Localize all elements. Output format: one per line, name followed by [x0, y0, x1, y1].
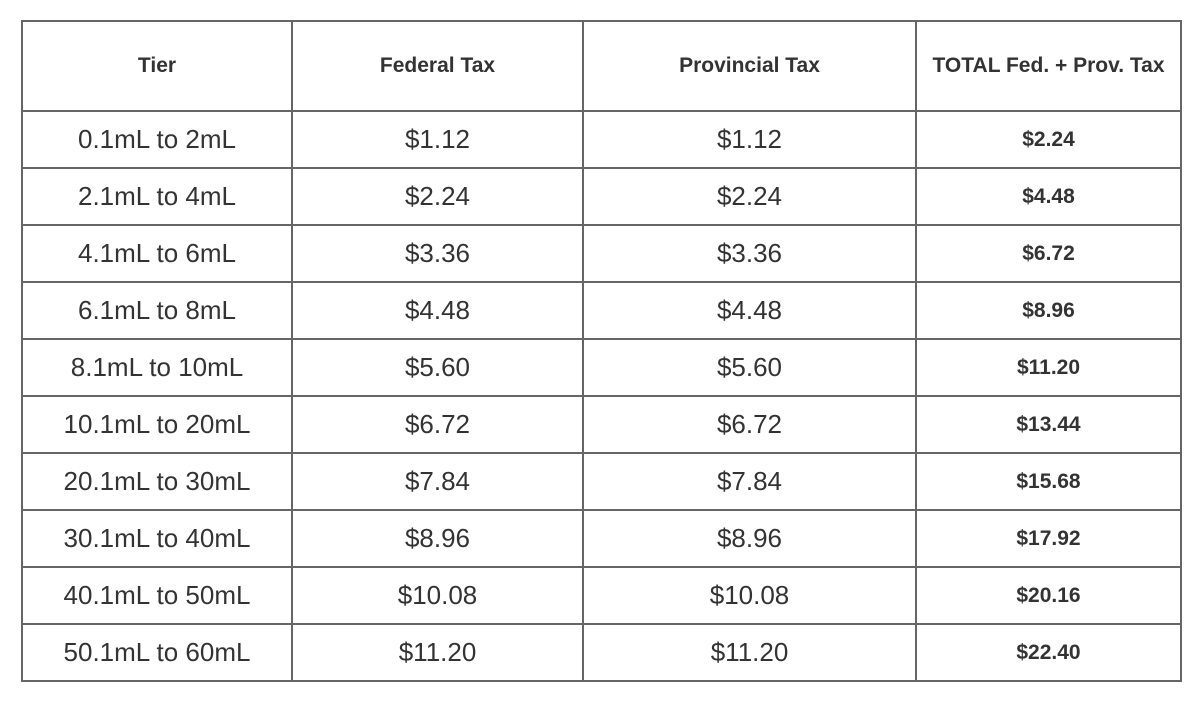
tax-table-container: [21, 20, 1180, 682]
total-tax-cell: $17.92: [916, 510, 1181, 567]
table-row: [22, 168, 1181, 225]
table-row: [22, 396, 1181, 453]
tier-cell: 50.1mL to 60mL: [22, 624, 292, 681]
federal-tax-cell: $6.72: [292, 396, 583, 453]
table-row: [22, 567, 1181, 624]
provincial-tax-cell: $10.08: [583, 567, 916, 624]
table-row: [22, 510, 1181, 567]
header-federal-tax: Federal Tax: [292, 21, 583, 111]
provincial-tax-cell: $1.12: [583, 111, 916, 168]
federal-tax-cell: $1.12: [292, 111, 583, 168]
tier-cell: 40.1mL to 50mL: [22, 567, 292, 624]
tier-cell: 2.1mL to 4mL: [22, 168, 292, 225]
federal-tax-cell: $10.08: [292, 567, 583, 624]
tier-cell: 6.1mL to 8mL: [22, 282, 292, 339]
total-tax-cell: $22.40: [916, 624, 1181, 681]
total-tax-cell: $6.72: [916, 225, 1181, 282]
provincial-tax-cell: $4.48: [583, 282, 916, 339]
table-row: [22, 111, 1181, 168]
header-row: [22, 21, 1181, 111]
provincial-tax-cell: $11.20: [583, 624, 916, 681]
total-tax-cell: $4.48: [916, 168, 1181, 225]
total-tax-cell: $2.24: [916, 111, 1181, 168]
tier-cell: 0.1mL to 2mL: [22, 111, 292, 168]
provincial-tax-cell: $8.96: [583, 510, 916, 567]
federal-tax-cell: $3.36: [292, 225, 583, 282]
header-tier: Tier: [22, 21, 292, 111]
provincial-tax-cell: $7.84: [583, 453, 916, 510]
total-tax-cell: $15.68: [916, 453, 1181, 510]
table-row: [22, 453, 1181, 510]
federal-tax-cell: $8.96: [292, 510, 583, 567]
total-tax-cell: $11.20: [916, 339, 1181, 396]
federal-tax-cell: $4.48: [292, 282, 583, 339]
tier-cell: 20.1mL to 30mL: [22, 453, 292, 510]
tier-cell: 4.1mL to 6mL: [22, 225, 292, 282]
tax-tier-table: [21, 20, 1182, 682]
tier-cell: 30.1mL to 40mL: [22, 510, 292, 567]
table-body: [22, 111, 1181, 681]
header-provincial-tax: Provincial Tax: [583, 21, 916, 111]
federal-tax-cell: $11.20: [292, 624, 583, 681]
total-tax-cell: $13.44: [916, 396, 1181, 453]
federal-tax-cell: $7.84: [292, 453, 583, 510]
provincial-tax-cell: $5.60: [583, 339, 916, 396]
table-row: [22, 282, 1181, 339]
federal-tax-cell: $2.24: [292, 168, 583, 225]
total-tax-cell: $20.16: [916, 567, 1181, 624]
tier-cell: 8.1mL to 10mL: [22, 339, 292, 396]
provincial-tax-cell: $2.24: [583, 168, 916, 225]
federal-tax-cell: $5.60: [292, 339, 583, 396]
table-header: [22, 21, 1181, 111]
provincial-tax-cell: $6.72: [583, 396, 916, 453]
header-total-tax: TOTAL Fed. + Prov. Tax: [916, 21, 1181, 111]
table-row: [22, 624, 1181, 681]
table-row: [22, 225, 1181, 282]
table-row: [22, 339, 1181, 396]
tier-cell: 10.1mL to 20mL: [22, 396, 292, 453]
total-tax-cell: $8.96: [916, 282, 1181, 339]
provincial-tax-cell: $3.36: [583, 225, 916, 282]
